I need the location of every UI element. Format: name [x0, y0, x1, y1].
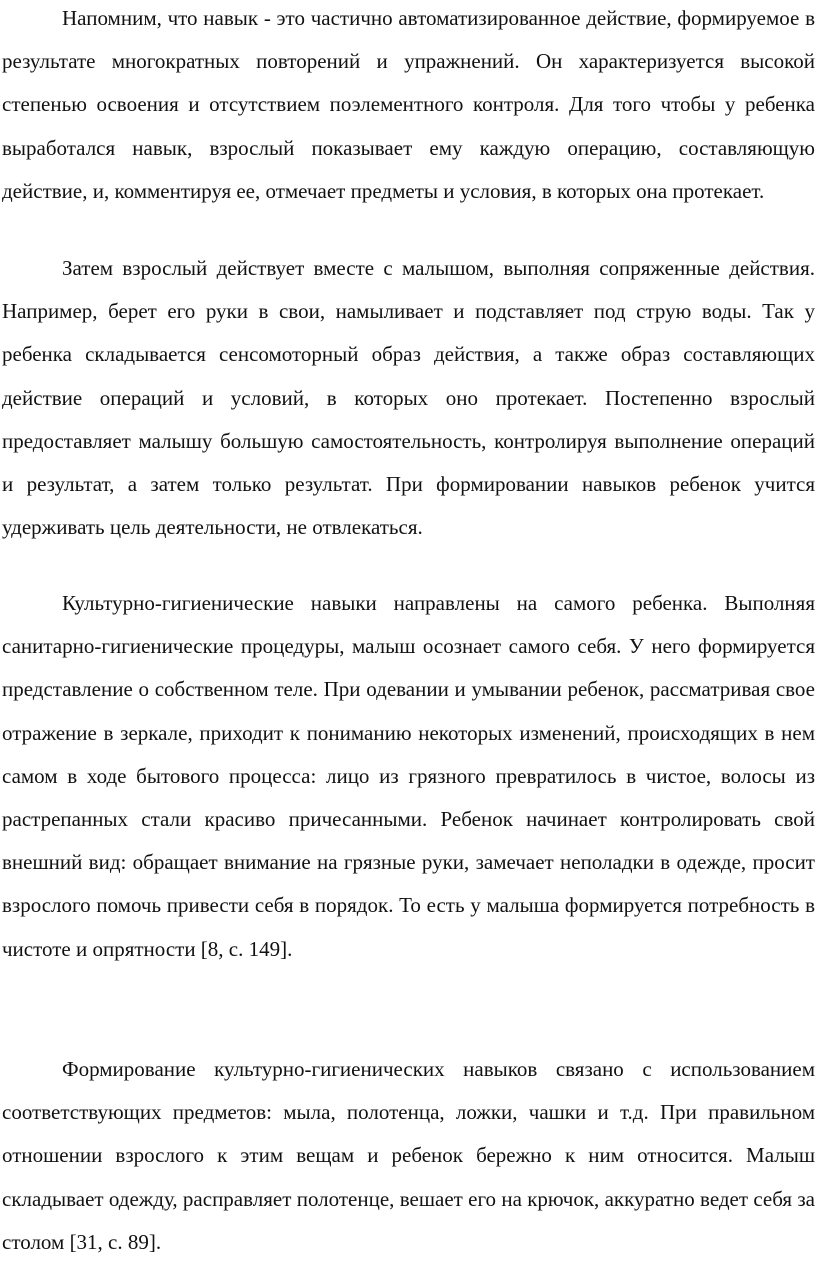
paragraph-joint-actions: Затем взрослый действует вместе с малышом, выполняя сопряженные действия. Например, берет его руки в свои, намыливает и подставляет под струю воды. Так у ребенка складывается сенсомоторный образ действия, а также образ составляющих действие операций и условий, в которых оно протекает. Постепенно взрослый предоставляет малышу большую самостоятельность, контролируя выполнение операций и результат, а затем только результат. При формировании навыков ребенок учится удерживать цель деятельности, не отвлекаться.: [2, 256, 815, 540]
paragraph-hygiene-skills: Культурно-гигиенические навыки направлены на самого ребенка. Выполняя санитарно-гигиенические процедуры, малыш осознает самого себя. У него формируется представление о собственном теле. При одевании и умывании ребенок, рассматривая свое отражение в зеркале, приходит к пониманию некоторых изменений, происходящих в нем самом в ходе бытового процесса: лицо из грязного превратилось в чистое, волосы из растрепанных стали красиво причесанными. Ребенок начинает контролировать свой внешний вид: обращает внимание на грязные руки, замечает неполадки в одежде, просит взрослого помочь привести себя в порядок. То есть у малыша формируется потребность в чистоте и опрятности [8, с. 149].: [2, 591, 815, 961]
paragraph-objects-usage: Формирование культурно-гигиенических навыков связано с использованием соответствующих предметов: мыла, полотенца, ложки, чашки и т.д. При правильном отношении взрослого к этим вещам и ребенок бережно к ним относится. Малыш складывает одежду, расправляет полотенце, вешает его на крючок, аккуратно ведет себя за столом [31, с. 89].: [2, 1057, 815, 1254]
paragraph-skill-definition: Напомним, что навык - это частично автоматизированное действие, формируемое в результате многократных повторений и упражнений. Он характеризуется высокой степенью освоения и отсутствием поэлементного контроля. Для того чтобы у ребенка выработался навык, взрослый показывает ему каждую операцию, составляющую действие, и, комментируя ее, отмечает предметы и условия, в которых она протекает.: [2, 6, 815, 203]
